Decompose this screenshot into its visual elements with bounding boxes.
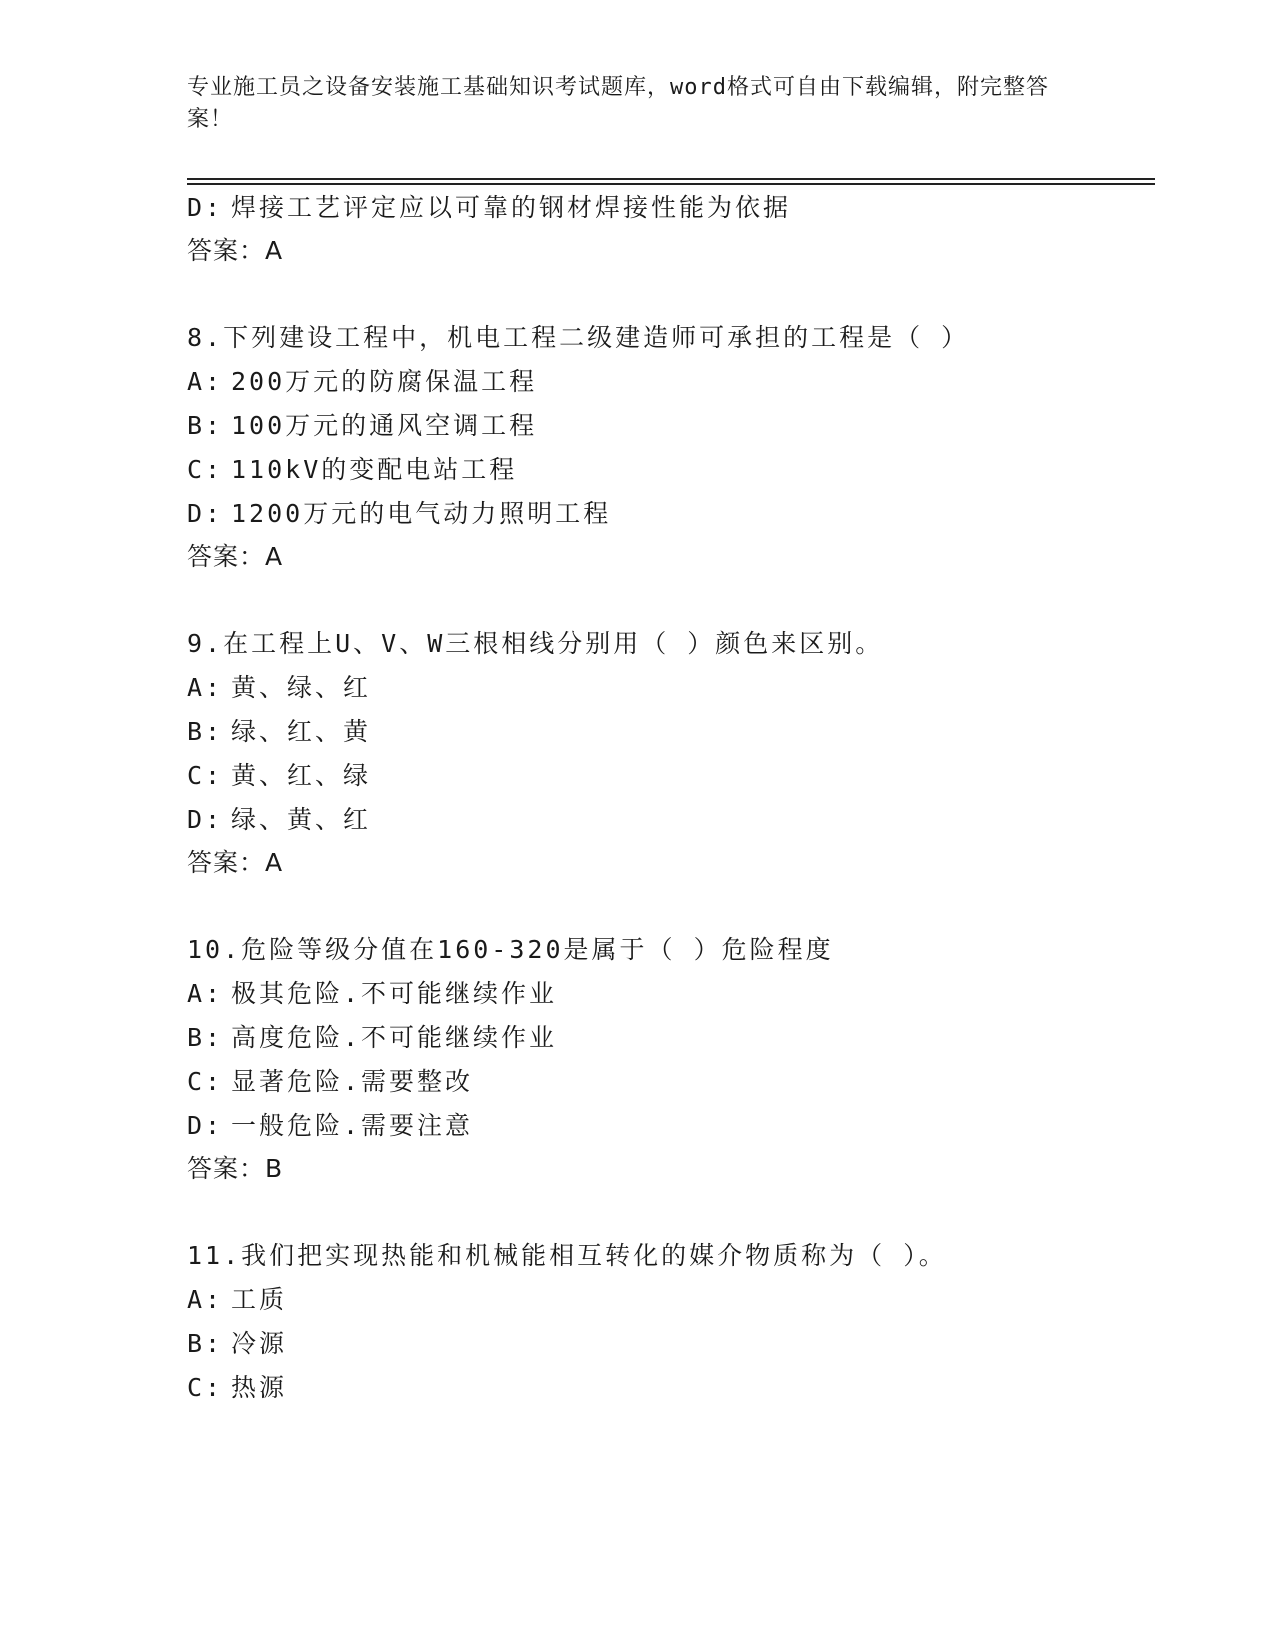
option-a [187,979,557,1009]
option-d [187,1111,473,1141]
option-text: 工质 [231,1285,288,1314]
question-stem: 9.在工程上U、V、W三根相线分别用（ ）颜色来区别。 [187,629,884,658]
document-header: 专业施工员之设备安装施工基础知识考试题库，word格式可自由下载编辑，附完整答案！ [187,75,1049,132]
answer-line: 答案：B [187,1154,284,1183]
option-label: A: [187,1285,224,1314]
option-c [187,761,371,791]
option-c [187,1067,473,1097]
question-stem: 8.下列建设工程中，机电工程二级建造师可承担的工程是（ ） [187,323,970,352]
option-a [187,673,371,703]
option-text: 一般危险.需要注意 [231,1111,474,1140]
option-text: 绿、红、黄 [231,717,372,746]
answer-line: 答案：A [187,542,284,571]
option-b [187,411,537,441]
option-label: C: [187,761,224,790]
header-rule-bottom [187,183,1155,185]
option-text: 高度危险.不可能继续作业 [231,1023,558,1052]
option-b [187,717,371,747]
option-text: 热源 [231,1373,288,1402]
option-text: 显著危险.需要整改 [231,1067,474,1096]
option-label: C: [187,1067,224,1096]
option-label: D: [187,193,224,222]
option-a [187,367,537,397]
option-b [187,1329,287,1359]
option-label: B: [187,411,224,440]
option-text: 黄、绿、红 [231,673,372,702]
option-c [187,1373,287,1403]
option-d [187,805,371,835]
option-text: 绿、黄、红 [231,805,372,834]
option-label: A: [187,673,224,702]
option-label: C: [187,455,224,484]
option-label: C: [187,1373,224,1402]
option-text: 极其危险.不可能继续作业 [231,979,558,1008]
option-label: B: [187,1329,224,1358]
option-text: 黄、红、绿 [231,761,372,790]
option-label: B: [187,717,224,746]
option-c [187,455,517,485]
option-label: D: [187,499,224,528]
question-stem: 10.危险等级分值在160-320是属于（ ）危险程度 [187,935,834,964]
header-rule-top [187,178,1155,180]
option-label: D: [187,805,224,834]
option-label: D: [187,1111,224,1140]
option-label: B: [187,1023,224,1052]
answer-line: 答案：A [187,848,284,877]
option-label: A: [187,979,224,1008]
option-text: 焊接工艺评定应以可靠的钢材焊接性能为依据 [231,193,792,222]
option-a [187,1285,287,1315]
option-text: 110kV的变配电站工程 [231,455,518,484]
option-b [187,1023,557,1053]
option-d [187,193,791,223]
question-stem: 11.我们把实现热能和机械能相互转化的媒介物质称为（ ）。 [187,1241,947,1270]
option-d [187,499,611,529]
option-text: 1200万元的电气动力照明工程 [231,499,612,528]
option-label: A: [187,367,224,396]
option-text: 200万元的防腐保温工程 [231,367,538,396]
option-text: 冷源 [231,1329,288,1358]
answer-line: 答案：A [187,236,284,265]
option-text: 100万元的通风空调工程 [231,411,538,440]
